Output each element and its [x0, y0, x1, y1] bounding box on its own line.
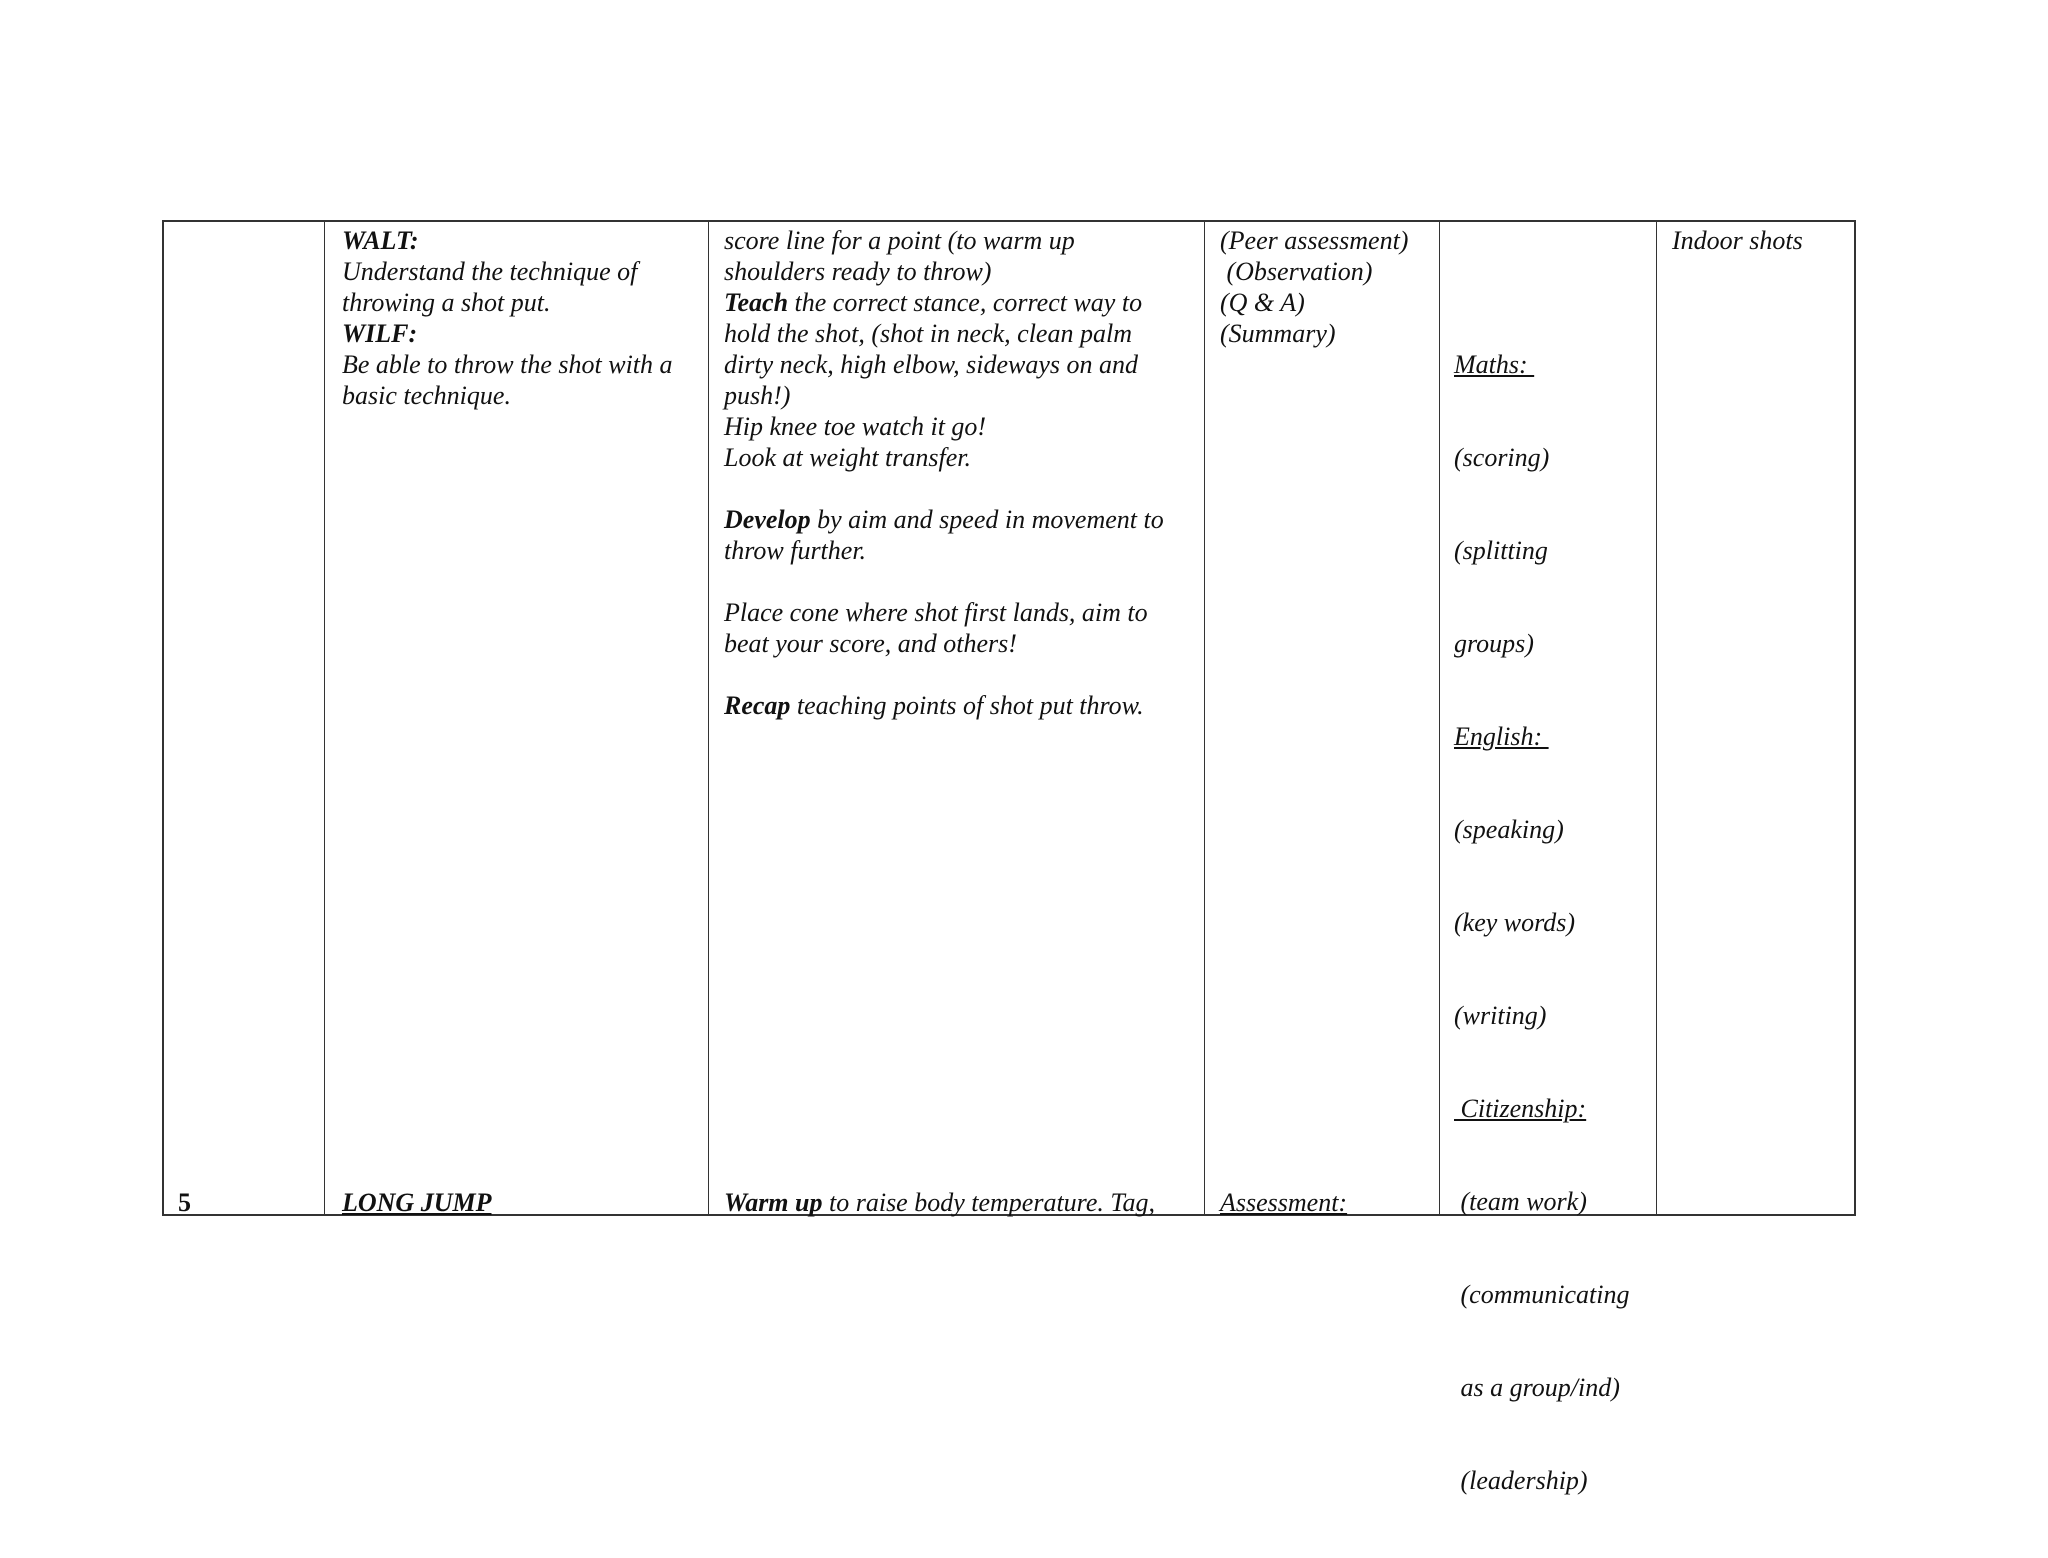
walt-text: Understand the technique of — [342, 257, 638, 286]
column-divider — [708, 222, 709, 1214]
wilf-text: Be able to throw the shot with a — [342, 350, 673, 379]
maths-heading: Maths: — [1454, 350, 1535, 379]
warmup-keyword: Warm up — [724, 1188, 823, 1217]
activity-line: Place cone where shot first lands, aim to — [724, 598, 1148, 627]
assessment-cell — [1220, 225, 1408, 349]
english-heading: English: — [1454, 722, 1549, 751]
lesson-plan-table — [162, 220, 1856, 1495]
walt-heading: WALT: — [342, 226, 419, 255]
assessment-item: (Summary) — [1220, 319, 1336, 348]
citizenship-item: (team work) — [1454, 1187, 1587, 1216]
activity-line: score line for a point (to warm up — [724, 226, 1075, 255]
activity-line: throw further. — [724, 536, 867, 565]
activity-line: Look at weight transfer. — [724, 443, 972, 472]
citizenship-item: (communicating — [1454, 1280, 1630, 1309]
activity-line: push!) — [724, 381, 791, 410]
warmup-line — [724, 1187, 1155, 1218]
blank-line — [724, 566, 1164, 597]
recap-text: teaching points of shot put throw. — [790, 691, 1144, 720]
activities-cell — [724, 225, 1164, 721]
wilf-heading: WILF: — [342, 319, 418, 348]
activity-line: shoulders ready to throw) — [724, 257, 992, 286]
activity-line — [724, 287, 1164, 318]
walt-text: throwing a shot put. — [342, 288, 551, 317]
column-divider — [324, 222, 325, 1214]
column-divider — [1439, 222, 1440, 1214]
assessment-item: (Q & A) — [1220, 288, 1305, 317]
maths-item: (splitting — [1454, 536, 1548, 565]
develop-keyword: Develop — [724, 505, 811, 534]
activity-line: hold the shot, (shot in neck, clean palm — [724, 319, 1132, 348]
english-item: (key words) — [1454, 908, 1576, 937]
english-item: (writing) — [1454, 1001, 1547, 1030]
activity-line — [724, 504, 1164, 535]
resources-text: Indoor shots — [1672, 226, 1803, 255]
column-divider — [1204, 222, 1205, 1214]
develop-text: by aim and speed in movement to — [810, 505, 1164, 534]
blank-line — [724, 659, 1164, 690]
warmup-text: to raise body temperature. Tag, — [822, 1188, 1155, 1217]
activity-line: beat your score, and others! — [724, 629, 1017, 658]
activity-line — [724, 690, 1164, 721]
lesson-number: 5 — [178, 1188, 191, 1217]
blank-line — [724, 473, 1164, 504]
citizenship-heading: Citizenship: — [1454, 1094, 1587, 1123]
citizenship-item: as a group/ind) — [1454, 1373, 1620, 1402]
maths-item: groups) — [1454, 629, 1534, 658]
teach-keyword: Teach — [724, 288, 789, 317]
recap-keyword: Recap — [724, 691, 791, 720]
maths-item: (scoring) — [1454, 443, 1550, 472]
activity-line: Hip knee toe watch it go! — [724, 412, 987, 441]
teach-text: the correct stance, correct way to — [788, 288, 1143, 317]
activity-line: dirty neck, high elbow, sideways on and — [724, 350, 1139, 379]
column-divider — [1656, 222, 1657, 1214]
english-item: (speaking) — [1454, 815, 1564, 844]
citizenship-item: (leadership) — [1454, 1466, 1588, 1495]
resources-cell — [1672, 225, 1803, 256]
lesson-title: LONG JUMP — [342, 1188, 492, 1217]
wilf-text: basic technique. — [342, 381, 511, 410]
assessment-item: (Observation) — [1220, 257, 1373, 286]
assessment-heading: Assessment: — [1220, 1188, 1348, 1217]
assessment-item: (Peer assessment) — [1220, 226, 1409, 255]
cross-curricular-cell — [1454, 287, 1629, 1558]
objectives-cell — [342, 225, 673, 411]
